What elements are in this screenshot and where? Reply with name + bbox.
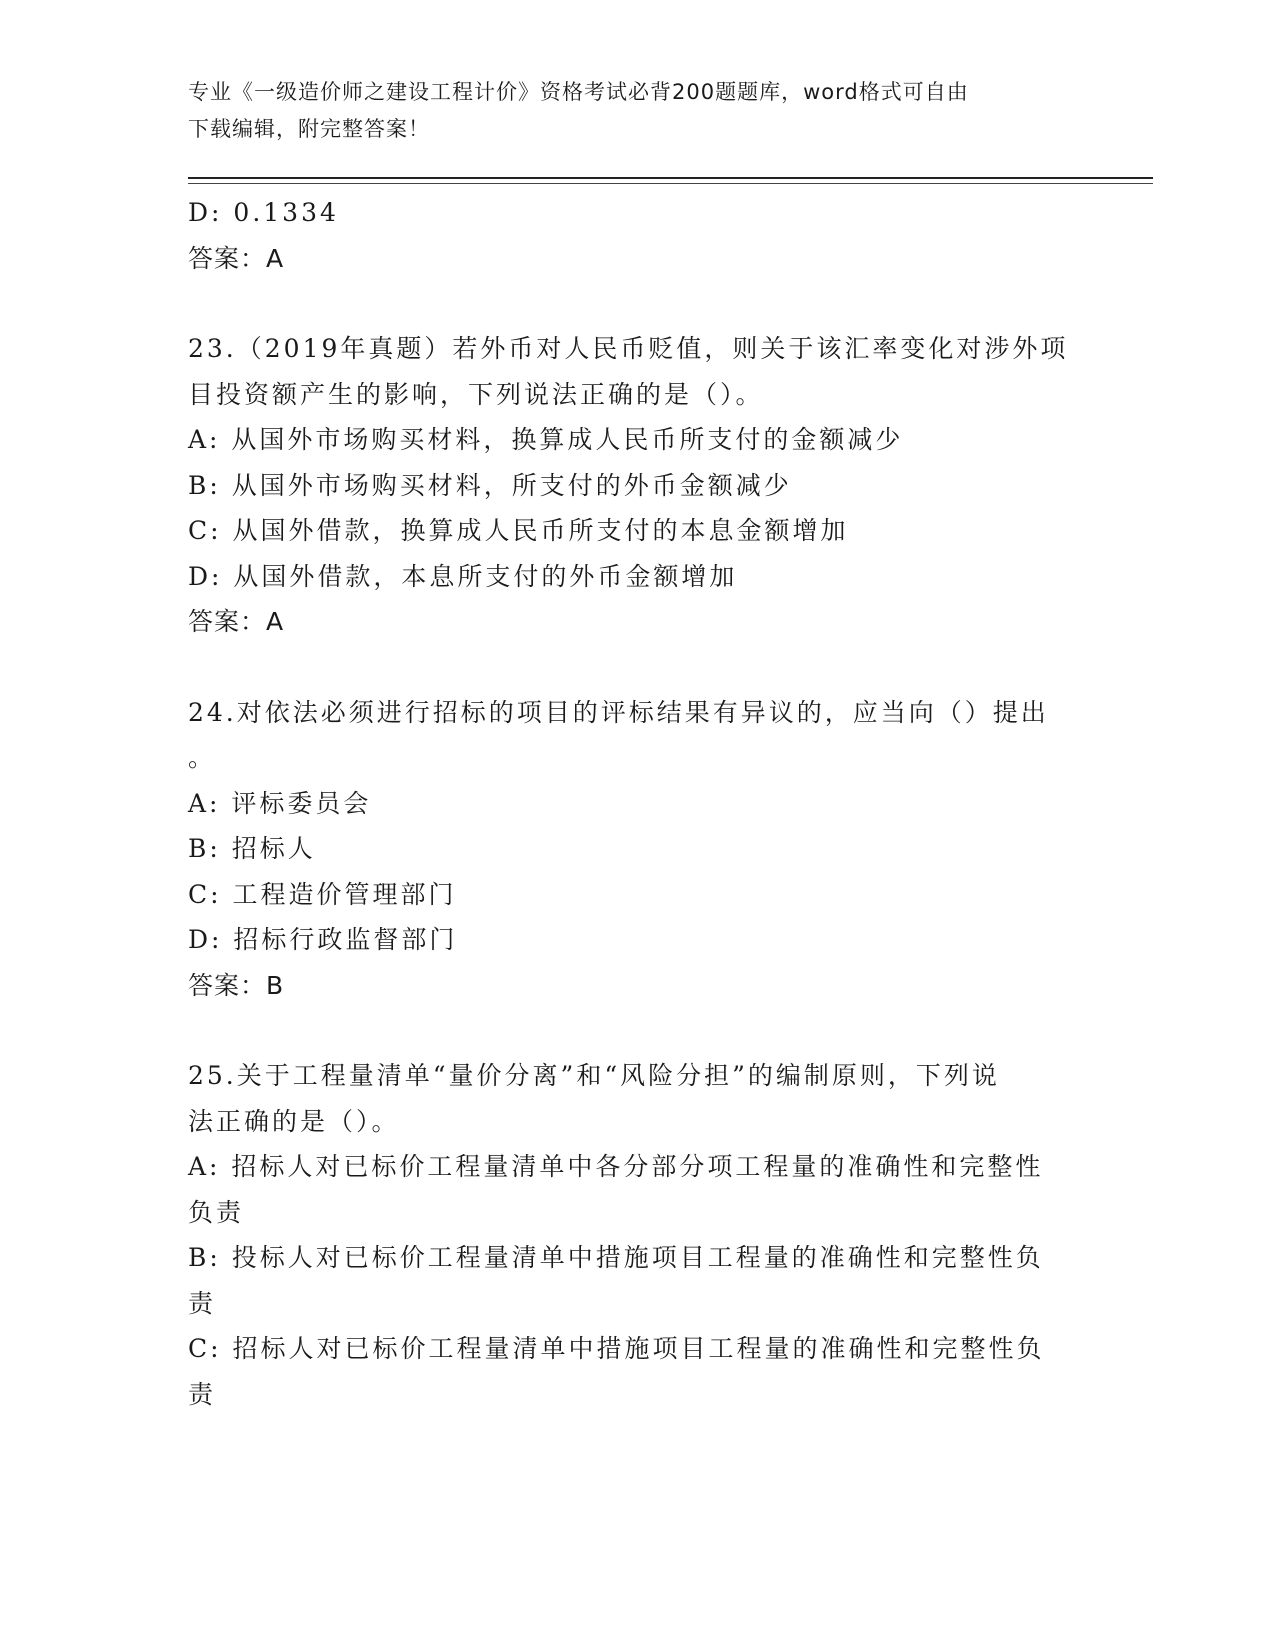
question-stem: 。 xyxy=(188,743,217,772)
option-c: C: 从国外借款，换算成人民币所支付的本息金额增加 xyxy=(188,516,849,545)
answer: 答案：A xyxy=(188,243,285,273)
question-stem: 24.对依法必须进行招标的项目的评标结果有异议的，应当向（）提出 xyxy=(188,697,1049,727)
option-b: B: 从国外市场购买材料，所支付的外币金额减少 xyxy=(188,470,792,500)
header-line: 专业《一级造价师之建设工程计价》资格考试必背200题题库，word格式可自由 xyxy=(188,80,969,104)
option-c: C: 招标人对已标价工程量清单中措施项目工程量的准确性和完整性负 xyxy=(188,1334,1045,1363)
option-a: A: 招标人对已标价工程量清单中各分部分项工程量的准确性和完整性 xyxy=(188,1152,1044,1181)
option-d: D: 招标行政监督部门 xyxy=(188,925,458,954)
option-b-cont: 责 xyxy=(188,1288,217,1318)
page-header xyxy=(188,74,1068,148)
option-b: B: 投标人对已标价工程量清单中措施项目工程量的准确性和完整性负 xyxy=(188,1243,1044,1272)
option-b: B: 招标人 xyxy=(188,834,316,863)
question-25 xyxy=(188,1053,1078,1417)
question-24 xyxy=(188,690,1078,1009)
header-divider-thin xyxy=(188,183,1153,184)
spacer xyxy=(188,1008,1078,1053)
header-divider xyxy=(188,177,1153,179)
answer: 答案：B xyxy=(188,970,285,1000)
option-a: A: 从国外市场购买材料，换算成人民币所支付的金额减少 xyxy=(188,425,904,454)
header-line: 下载编辑，附完整答案！ xyxy=(188,117,430,141)
option-c: C: 工程造价管理部门 xyxy=(188,879,457,909)
question-23 xyxy=(188,326,1078,645)
answer: 答案：A xyxy=(188,607,285,636)
option-a-cont: 负责 xyxy=(188,1197,245,1227)
question-stem: 25.关于工程量清单“量价分离”和“风险分担”的编制原则，下列说 xyxy=(188,1061,1000,1090)
spacer xyxy=(188,645,1078,690)
option-c-cont: 责 xyxy=(188,1379,217,1409)
option-a: A: 评标委员会 xyxy=(188,788,372,818)
option-d: D: 从国外借款，本息所支付的外币金额增加 xyxy=(188,561,738,591)
spacer xyxy=(188,281,1078,326)
option-d: D: 0.1334 xyxy=(188,198,339,227)
question-stem: 23.（2019年真题）若外币对人民币贬值，则关于该汇率变化对涉外项 xyxy=(188,334,1069,363)
question-stem: 目投资额产生的影响，下列说法正确的是（）。 xyxy=(188,379,764,409)
question-stem: 法正确的是（）。 xyxy=(188,1106,400,1136)
document-body xyxy=(188,190,1078,1417)
